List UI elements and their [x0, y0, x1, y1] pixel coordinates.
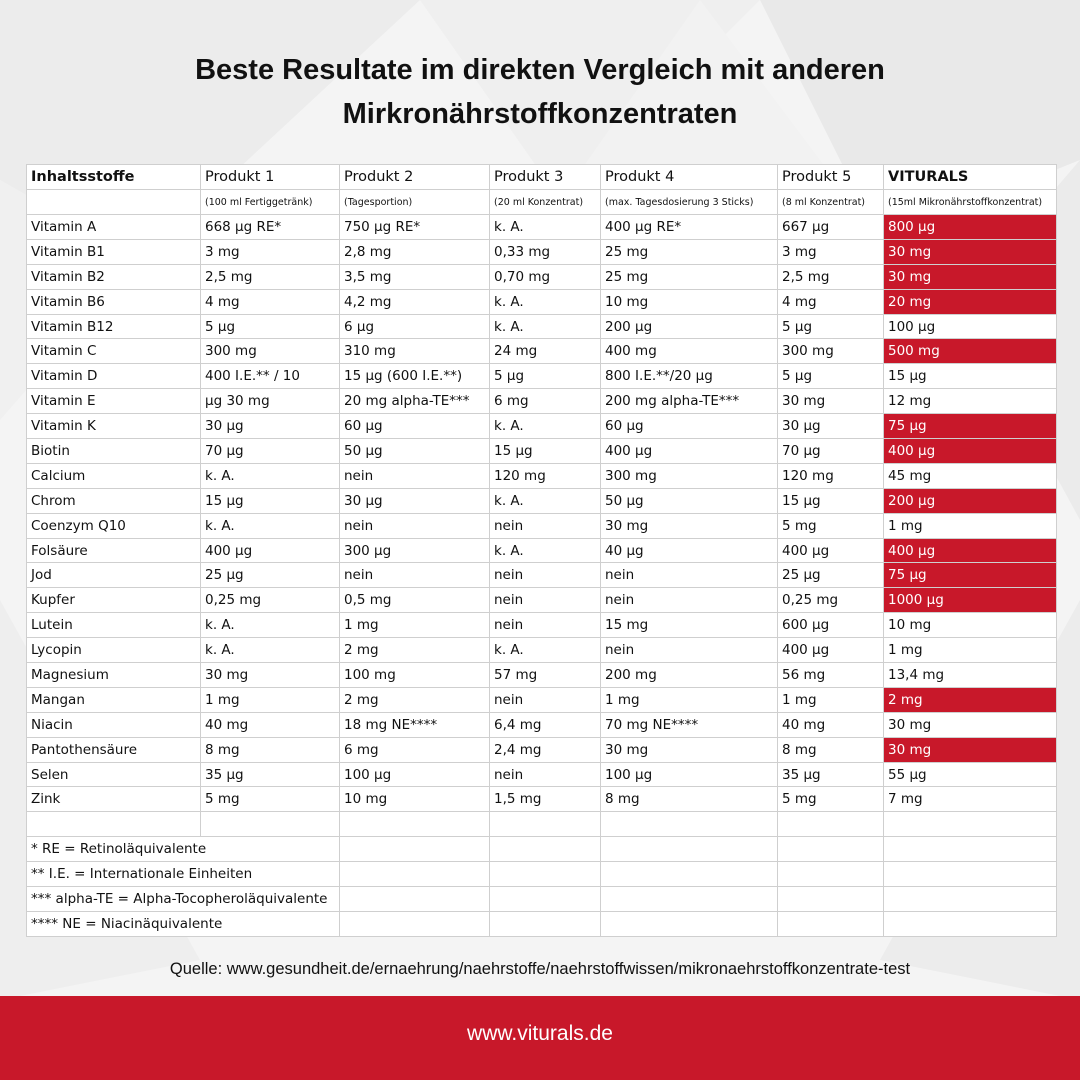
- product-value: 30 mg: [601, 513, 778, 538]
- product-value: 0,25 mg: [201, 588, 340, 613]
- product-value: 0,25 mg: [778, 588, 884, 613]
- product-value: 400 mg: [601, 339, 778, 364]
- product-value: 10 mg: [340, 787, 490, 812]
- empty-cell: [201, 812, 340, 837]
- product-value: 35 µg: [201, 762, 340, 787]
- product-value: 15 mg: [601, 613, 778, 638]
- table-row: [27, 339, 1057, 364]
- empty-cell: [884, 837, 1057, 862]
- viturals-value: 30 mg: [884, 737, 1057, 762]
- empty-cell: [340, 812, 490, 837]
- product-value: 200 mg alpha-TE***: [601, 389, 778, 414]
- product-value: 5 mg: [778, 787, 884, 812]
- ingredient-name: Mangan: [27, 687, 201, 712]
- empty-cell: [601, 887, 778, 912]
- product-value: 5 µg: [201, 314, 340, 339]
- product-value: 100 µg: [601, 762, 778, 787]
- table-row: [27, 239, 1057, 264]
- column-header: Inhaltsstoffe: [27, 165, 201, 190]
- empty-cell: [340, 837, 490, 862]
- viturals-value: 75 µg: [884, 563, 1057, 588]
- title-line-2: Mirkronährstoffkonzentraten: [342, 98, 738, 130]
- viturals-value: 75 µg: [884, 414, 1057, 439]
- viturals-value: 200 µg: [884, 488, 1057, 513]
- column-subheader: (20 ml Konzentrat): [490, 190, 601, 215]
- product-value: 400 I.E.** / 10: [201, 364, 340, 389]
- product-value: 667 µg: [778, 215, 884, 240]
- empty-cell: [490, 862, 601, 887]
- product-value: 4 mg: [201, 289, 340, 314]
- empty-cell: [601, 862, 778, 887]
- product-value: 100 µg: [340, 762, 490, 787]
- product-value: nein: [340, 513, 490, 538]
- table-row: [27, 663, 1057, 688]
- viturals-value: 15 µg: [884, 364, 1057, 389]
- product-value: k. A.: [490, 215, 601, 240]
- table-row: [27, 712, 1057, 737]
- product-value: 15 µg: [201, 488, 340, 513]
- product-value: 1 mg: [778, 687, 884, 712]
- ingredient-name: Chrom: [27, 488, 201, 513]
- product-value: 50 µg: [340, 439, 490, 464]
- product-value: 40 mg: [201, 712, 340, 737]
- column-subheader: [27, 190, 201, 215]
- ingredient-name: Selen: [27, 762, 201, 787]
- table-row: [27, 787, 1057, 812]
- ingredient-name: Vitamin A: [27, 215, 201, 240]
- ingredient-name: Lycopin: [27, 638, 201, 663]
- product-value: 35 µg: [778, 762, 884, 787]
- empty-cell: [490, 837, 601, 862]
- product-value: 5 µg: [490, 364, 601, 389]
- product-value: 2,5 mg: [201, 264, 340, 289]
- product-value: 1 mg: [340, 613, 490, 638]
- table-row: [27, 289, 1057, 314]
- viturals-value: 1000 µg: [884, 588, 1057, 613]
- ingredient-name: Pantothensäure: [27, 737, 201, 762]
- column-header: Produkt 5: [778, 165, 884, 190]
- ingredient-name: Vitamin B12: [27, 314, 201, 339]
- product-value: 200 µg: [601, 314, 778, 339]
- table-row: [27, 687, 1057, 712]
- viturals-value: 1 mg: [884, 513, 1057, 538]
- product-value: nein: [601, 638, 778, 663]
- ingredient-name: Vitamin E: [27, 389, 201, 414]
- viturals-value: 100 µg: [884, 314, 1057, 339]
- title-line-1: Beste Resultate im direkten Vergleich mit anderen: [195, 54, 885, 86]
- ingredient-name: Vitamin K: [27, 414, 201, 439]
- column-header: VITURALS: [884, 165, 1057, 190]
- viturals-value: 7 mg: [884, 787, 1057, 812]
- product-value: 2,4 mg: [490, 737, 601, 762]
- column-header: Produkt 1: [201, 165, 340, 190]
- viturals-value: 13,4 mg: [884, 663, 1057, 688]
- empty-cell: [601, 911, 778, 936]
- empty-cell: [778, 837, 884, 862]
- table-row: [27, 513, 1057, 538]
- comparison-table: [26, 164, 1057, 937]
- product-value: 15 µg (600 I.E.**): [340, 364, 490, 389]
- ingredient-name: Jod: [27, 563, 201, 588]
- table-row: [27, 314, 1057, 339]
- footer-url: www.viturals.de: [467, 1022, 613, 1045]
- product-value: 24 mg: [490, 339, 601, 364]
- empty-cell: [884, 887, 1057, 912]
- empty-cell: [490, 812, 601, 837]
- viturals-value: 30 mg: [884, 264, 1057, 289]
- product-value: 25 mg: [601, 239, 778, 264]
- product-value: 30 µg: [201, 414, 340, 439]
- viturals-value: 800 µg: [884, 215, 1057, 240]
- product-value: 200 mg: [601, 663, 778, 688]
- product-value: 300 mg: [601, 463, 778, 488]
- column-subheader: (15ml Mikronährstoffkonzentrat): [884, 190, 1057, 215]
- product-value: k. A.: [490, 414, 601, 439]
- footnote-row: [27, 887, 1057, 912]
- product-value: 668 µg RE*: [201, 215, 340, 240]
- footnote: * RE = Retinoläquivalente: [27, 837, 340, 862]
- product-value: nein: [490, 613, 601, 638]
- product-value: 70 µg: [778, 439, 884, 464]
- product-value: 60 µg: [601, 414, 778, 439]
- product-value: 25 µg: [778, 563, 884, 588]
- product-value: 0,33 mg: [490, 239, 601, 264]
- viturals-value: 400 µg: [884, 439, 1057, 464]
- table-row: [27, 389, 1057, 414]
- product-value: k. A.: [490, 488, 601, 513]
- product-value: nein: [601, 563, 778, 588]
- ingredient-name: Zink: [27, 787, 201, 812]
- product-value: 2 mg: [340, 638, 490, 663]
- product-value: 0,5 mg: [340, 588, 490, 613]
- product-value: 70 mg NE****: [601, 712, 778, 737]
- ingredient-name: Biotin: [27, 439, 201, 464]
- product-value: 6,4 mg: [490, 712, 601, 737]
- product-value: k. A.: [490, 289, 601, 314]
- footnote-row: [27, 837, 1057, 862]
- ingredient-name: Vitamin C: [27, 339, 201, 364]
- footnote: **** NE = Niacinäquivalente: [27, 911, 340, 936]
- product-value: 400 µg: [778, 538, 884, 563]
- product-value: 400 µg RE*: [601, 215, 778, 240]
- product-value: 0,70 mg: [490, 264, 601, 289]
- product-value: 30 mg: [601, 737, 778, 762]
- empty-row: [27, 812, 1057, 837]
- product-value: k. A.: [490, 638, 601, 663]
- product-value: 400 µg: [201, 538, 340, 563]
- column-subheader: (max. Tagesdosierung 3 Sticks): [601, 190, 778, 215]
- table-row: [27, 538, 1057, 563]
- product-value: 4,2 mg: [340, 289, 490, 314]
- viturals-value: 55 µg: [884, 762, 1057, 787]
- empty-cell: [27, 812, 201, 837]
- empty-cell: [601, 812, 778, 837]
- product-value: 3 mg: [778, 239, 884, 264]
- product-value: nein: [490, 588, 601, 613]
- ingredient-name: Vitamin D: [27, 364, 201, 389]
- product-value: 6 mg: [340, 737, 490, 762]
- product-value: 30 mg: [778, 389, 884, 414]
- viturals-value: 2 mg: [884, 687, 1057, 712]
- table-row: [27, 563, 1057, 588]
- empty-cell: [884, 911, 1057, 936]
- product-value: 20 mg alpha-TE***: [340, 389, 490, 414]
- table-row: [27, 215, 1057, 240]
- product-value: nein: [490, 563, 601, 588]
- product-value: 3,5 mg: [340, 264, 490, 289]
- page-title: [0, 48, 1080, 136]
- product-value: nein: [490, 513, 601, 538]
- empty-cell: [340, 911, 490, 936]
- product-value: 8 mg: [778, 737, 884, 762]
- viturals-value: 1 mg: [884, 638, 1057, 663]
- ingredient-name: Vitamin B6: [27, 289, 201, 314]
- source-citation: Quelle: www.gesundheit.de/ernaehrung/naehrstoffe/naehrstoffwissen/mikronaehrstoffkonzentrate-test: [169, 960, 911, 978]
- viturals-value: 400 µg: [884, 538, 1057, 563]
- product-value: 6 µg: [340, 314, 490, 339]
- product-value: 600 µg: [778, 613, 884, 638]
- footnote-row: [27, 911, 1057, 936]
- subheader-row: [27, 190, 1057, 215]
- product-value: 30 mg: [201, 663, 340, 688]
- empty-cell: [340, 862, 490, 887]
- product-value: nein: [490, 687, 601, 712]
- viturals-value: 45 mg: [884, 463, 1057, 488]
- ingredient-name: Magnesium: [27, 663, 201, 688]
- product-value: 300 mg: [201, 339, 340, 364]
- empty-cell: [778, 812, 884, 837]
- table-row: [27, 364, 1057, 389]
- product-value: 400 µg: [778, 638, 884, 663]
- ingredient-name: Lutein: [27, 613, 201, 638]
- product-value: 40 µg: [601, 538, 778, 563]
- product-value: 750 µg RE*: [340, 215, 490, 240]
- footnote: *** alpha-TE = Alpha-Tocopheroläquivalente: [27, 887, 340, 912]
- table-row: [27, 463, 1057, 488]
- product-value: 2,8 mg: [340, 239, 490, 264]
- product-value: µg 30 mg: [201, 389, 340, 414]
- viturals-value: 20 mg: [884, 289, 1057, 314]
- product-value: 18 mg NE****: [340, 712, 490, 737]
- product-value: 120 mg: [490, 463, 601, 488]
- column-subheader: (100 ml Fertiggetränk): [201, 190, 340, 215]
- product-value: 57 mg: [490, 663, 601, 688]
- product-value: nein: [490, 762, 601, 787]
- product-value: nein: [340, 563, 490, 588]
- product-value: 2 mg: [340, 687, 490, 712]
- product-value: 60 µg: [340, 414, 490, 439]
- product-value: 1,5 mg: [490, 787, 601, 812]
- viturals-value: 12 mg: [884, 389, 1057, 414]
- table-row: [27, 613, 1057, 638]
- header-row: [27, 165, 1057, 190]
- product-value: 300 µg: [340, 538, 490, 563]
- empty-cell: [778, 862, 884, 887]
- product-value: 400 µg: [601, 439, 778, 464]
- table-row: [27, 737, 1057, 762]
- product-value: 30 µg: [340, 488, 490, 513]
- viturals-value: 30 mg: [884, 712, 1057, 737]
- viturals-value: 30 mg: [884, 239, 1057, 264]
- ingredient-name: Kupfer: [27, 588, 201, 613]
- table-row: [27, 638, 1057, 663]
- product-value: 310 mg: [340, 339, 490, 364]
- table-row: [27, 264, 1057, 289]
- table-row: [27, 488, 1057, 513]
- empty-cell: [601, 837, 778, 862]
- viturals-value: 500 mg: [884, 339, 1057, 364]
- ingredient-name: Niacin: [27, 712, 201, 737]
- empty-cell: [778, 911, 884, 936]
- product-value: 5 µg: [778, 314, 884, 339]
- product-value: 8 mg: [601, 787, 778, 812]
- ingredient-name: Coenzym Q10: [27, 513, 201, 538]
- product-value: 25 µg: [201, 563, 340, 588]
- product-value: 120 mg: [778, 463, 884, 488]
- column-subheader: (8 ml Konzentrat): [778, 190, 884, 215]
- product-value: k. A.: [490, 314, 601, 339]
- table-row: [27, 762, 1057, 787]
- ingredient-name: Vitamin B2: [27, 264, 201, 289]
- product-value: 70 µg: [201, 439, 340, 464]
- product-value: k. A.: [201, 513, 340, 538]
- product-value: k. A.: [201, 638, 340, 663]
- product-value: 800 I.E.**/20 µg: [601, 364, 778, 389]
- product-value: 100 mg: [340, 663, 490, 688]
- empty-cell: [884, 862, 1057, 887]
- empty-cell: [340, 887, 490, 912]
- footnote: ** I.E. = Internationale Einheiten: [27, 862, 340, 887]
- empty-cell: [884, 812, 1057, 837]
- product-value: 4 mg: [778, 289, 884, 314]
- product-value: k. A.: [490, 538, 601, 563]
- product-value: k. A.: [201, 613, 340, 638]
- product-value: 1 mg: [601, 687, 778, 712]
- empty-cell: [490, 911, 601, 936]
- product-value: 25 mg: [601, 264, 778, 289]
- product-value: 15 µg: [490, 439, 601, 464]
- product-value: k. A.: [201, 463, 340, 488]
- product-value: 3 mg: [201, 239, 340, 264]
- ingredient-name: Calcium: [27, 463, 201, 488]
- product-value: nein: [340, 463, 490, 488]
- viturals-value: 10 mg: [884, 613, 1057, 638]
- product-value: 300 mg: [778, 339, 884, 364]
- column-header: Produkt 3: [490, 165, 601, 190]
- column-header: Produkt 4: [601, 165, 778, 190]
- product-value: 8 mg: [201, 737, 340, 762]
- product-value: 1 mg: [201, 687, 340, 712]
- product-value: 10 mg: [601, 289, 778, 314]
- product-value: 5 mg: [201, 787, 340, 812]
- column-subheader: (Tagesportion): [340, 190, 490, 215]
- product-value: 56 mg: [778, 663, 884, 688]
- product-value: 50 µg: [601, 488, 778, 513]
- footer-bar: [0, 996, 1080, 1080]
- column-header: Produkt 2: [340, 165, 490, 190]
- empty-cell: [778, 887, 884, 912]
- product-value: 40 mg: [778, 712, 884, 737]
- footnote-row: [27, 862, 1057, 887]
- product-value: 2,5 mg: [778, 264, 884, 289]
- product-value: nein: [601, 588, 778, 613]
- product-value: 5 mg: [778, 513, 884, 538]
- table-row: [27, 588, 1057, 613]
- empty-cell: [490, 887, 601, 912]
- ingredient-name: Folsäure: [27, 538, 201, 563]
- table-row: [27, 414, 1057, 439]
- ingredient-name: Vitamin B1: [27, 239, 201, 264]
- product-value: 30 µg: [778, 414, 884, 439]
- product-value: 6 mg: [490, 389, 601, 414]
- product-value: 15 µg: [778, 488, 884, 513]
- product-value: 5 µg: [778, 364, 884, 389]
- table-row: [27, 439, 1057, 464]
